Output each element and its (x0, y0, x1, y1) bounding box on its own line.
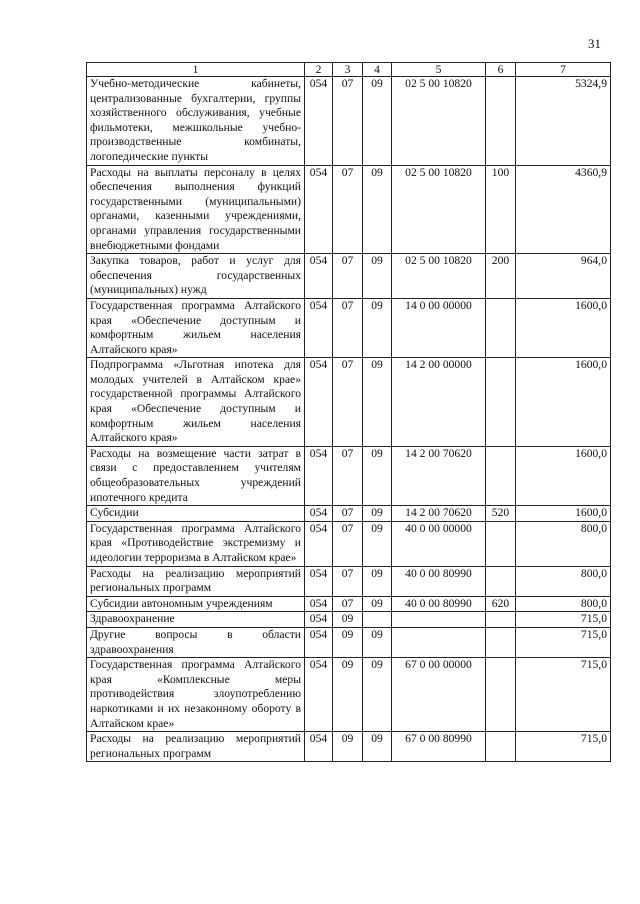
rz-cell: 07 (333, 521, 363, 566)
vr-cell (486, 612, 516, 628)
rz-cell: 07 (333, 298, 363, 357)
budget-table (86, 62, 611, 762)
vr-cell (486, 627, 516, 657)
grbs-cell: 054 (305, 521, 333, 566)
amount-cell: 715,0 (516, 658, 611, 732)
row-name-cell: Расходы на реализацию мероприятий региональных программ (87, 732, 305, 762)
row-name-cell: Расходы на выплаты персоналу в целях обеспечения выполнения функций государственными (муниципальными) органами, казенными учреждениями, органами управления государственными внебюджетными фондами (87, 165, 305, 254)
grbs-cell: 054 (305, 658, 333, 732)
pr-cell: 09 (363, 298, 392, 357)
csr-cell: 14 2 00 00000 (392, 358, 486, 447)
table-row (87, 612, 611, 628)
column-header-name: 1 (87, 63, 305, 77)
column-header-csr: 5 (392, 63, 486, 77)
table-row (87, 165, 611, 254)
grbs-cell: 054 (305, 358, 333, 447)
csr-cell (392, 627, 486, 657)
rz-cell: 09 (333, 612, 363, 628)
vr-cell (486, 732, 516, 762)
grbs-cell: 054 (305, 566, 333, 596)
table-row (87, 732, 611, 762)
table-row (87, 566, 611, 596)
rz-cell: 07 (333, 165, 363, 254)
csr-cell: 02 5 00 10820 (392, 77, 486, 166)
grbs-cell: 054 (305, 77, 333, 166)
csr-cell: 02 5 00 10820 (392, 254, 486, 299)
amount-cell: 800,0 (516, 596, 611, 612)
row-name-cell: Закупка товаров, работ и услуг для обеспечения государственных (муниципальных) нужд (87, 254, 305, 299)
vr-cell (486, 358, 516, 447)
table-row (87, 446, 611, 505)
vr-cell (486, 446, 516, 505)
table-row (87, 506, 611, 522)
row-name-cell: Расходы на реализацию мероприятий региональных программ (87, 566, 305, 596)
grbs-cell: 054 (305, 612, 333, 628)
vr-cell (486, 566, 516, 596)
column-header-pr: 4 (363, 63, 392, 77)
header-row (87, 63, 611, 77)
amount-cell: 800,0 (516, 521, 611, 566)
grbs-cell: 054 (305, 732, 333, 762)
pr-cell: 09 (363, 165, 392, 254)
pr-cell: 09 (363, 658, 392, 732)
row-name-cell: Государственная программа Алтайского края «Комплексные меры противодействия злоупотреблению наркотиками и их незаконному обороту в Алтайском крае» (87, 658, 305, 732)
table-row (87, 298, 611, 357)
pr-cell: 09 (363, 596, 392, 612)
csr-cell: 14 0 00 00000 (392, 298, 486, 357)
pr-cell: 09 (363, 521, 392, 566)
csr-cell (392, 612, 486, 628)
vr-cell: 520 (486, 506, 516, 522)
csr-cell: 67 0 00 80990 (392, 732, 486, 762)
grbs-cell: 054 (305, 298, 333, 357)
grbs-cell: 054 (305, 506, 333, 522)
grbs-cell: 054 (305, 446, 333, 505)
csr-cell: 40 0 00 00000 (392, 521, 486, 566)
table-row (87, 658, 611, 732)
amount-cell: 800,0 (516, 566, 611, 596)
rz-cell: 07 (333, 358, 363, 447)
row-name-cell: Государственная программа Алтайского края «Противодействие экстремизму и идеологии терроризма в Алтайском крае» (87, 521, 305, 566)
vr-cell (486, 298, 516, 357)
pr-cell: 09 (363, 627, 392, 657)
row-name-cell: Расходы на возмещение части затрат в связи с предоставлением учителям общеобразовательных учреждений ипотечного кредита (87, 446, 305, 505)
vr-cell (486, 658, 516, 732)
row-name-cell: Учебно-методические кабинеты, централизованные бухгалтерии, группы хозяйственного обслуживания, учебные фильмотеки, межшкольные учебно-производственные комбинаты, логопедические пункты (87, 77, 305, 166)
column-header-rz: 3 (333, 63, 363, 77)
rz-cell: 09 (333, 627, 363, 657)
pr-cell: 09 (363, 358, 392, 447)
vr-cell (486, 521, 516, 566)
table-row (87, 521, 611, 566)
column-header-grbs: 2 (305, 63, 333, 77)
pr-cell: 09 (363, 566, 392, 596)
pr-cell: 09 (363, 446, 392, 505)
csr-cell: 40 0 00 80990 (392, 596, 486, 612)
rz-cell: 09 (333, 732, 363, 762)
amount-cell: 1600,0 (516, 506, 611, 522)
pr-cell: 09 (363, 77, 392, 166)
rz-cell: 09 (333, 658, 363, 732)
pr-cell: 09 (363, 254, 392, 299)
rz-cell: 07 (333, 446, 363, 505)
column-header-vr: 6 (486, 63, 516, 77)
pr-cell: 09 (363, 506, 392, 522)
grbs-cell: 054 (305, 596, 333, 612)
csr-cell: 02 5 00 10820 (392, 165, 486, 254)
amount-cell: 1600,0 (516, 358, 611, 447)
csr-cell: 14 2 00 70620 (392, 506, 486, 522)
row-name-cell: Здравоохранение (87, 612, 305, 628)
amount-cell: 1600,0 (516, 446, 611, 505)
csr-cell: 14 2 00 70620 (392, 446, 486, 505)
table-row (87, 254, 611, 299)
vr-cell: 200 (486, 254, 516, 299)
rz-cell: 07 (333, 506, 363, 522)
table-row (87, 77, 611, 166)
amount-cell: 1600,0 (516, 298, 611, 357)
csr-cell: 40 0 00 80990 (392, 566, 486, 596)
rz-cell: 07 (333, 254, 363, 299)
amount-cell: 715,0 (516, 627, 611, 657)
amount-cell: 715,0 (516, 612, 611, 628)
page-number: 31 (588, 36, 601, 51)
row-name-cell: Государственная программа Алтайского края «Обеспечение доступным и комфортным жильем населения Алтайского края» (87, 298, 305, 357)
grbs-cell: 054 (305, 627, 333, 657)
amount-cell: 964,0 (516, 254, 611, 299)
row-name-cell: Субсидии (87, 506, 305, 522)
csr-cell: 67 0 00 00000 (392, 658, 486, 732)
amount-cell: 5324,9 (516, 77, 611, 166)
table-row (87, 358, 611, 447)
amount-cell: 715,0 (516, 732, 611, 762)
vr-cell: 100 (486, 165, 516, 254)
pr-cell (363, 612, 392, 628)
column-header-sum: 7 (516, 63, 611, 77)
grbs-cell: 054 (305, 254, 333, 299)
row-name-cell: Подпрограмма «Льготная ипотека для молодых учителей в Алтайском крае» государственной программы Алтайского края «Обеспечение доступным и комфортным жильем населения Алтайского края» (87, 358, 305, 447)
grbs-cell: 054 (305, 165, 333, 254)
row-name-cell: Субсидии автономным учреждениям (87, 596, 305, 612)
rz-cell: 07 (333, 596, 363, 612)
table-row (87, 627, 611, 657)
rz-cell: 07 (333, 566, 363, 596)
vr-cell (486, 77, 516, 166)
vr-cell: 620 (486, 596, 516, 612)
amount-cell: 4360,9 (516, 165, 611, 254)
pr-cell: 09 (363, 732, 392, 762)
table-row (87, 596, 611, 612)
rz-cell: 07 (333, 77, 363, 166)
row-name-cell: Другие вопросы в области здравоохранения (87, 627, 305, 657)
